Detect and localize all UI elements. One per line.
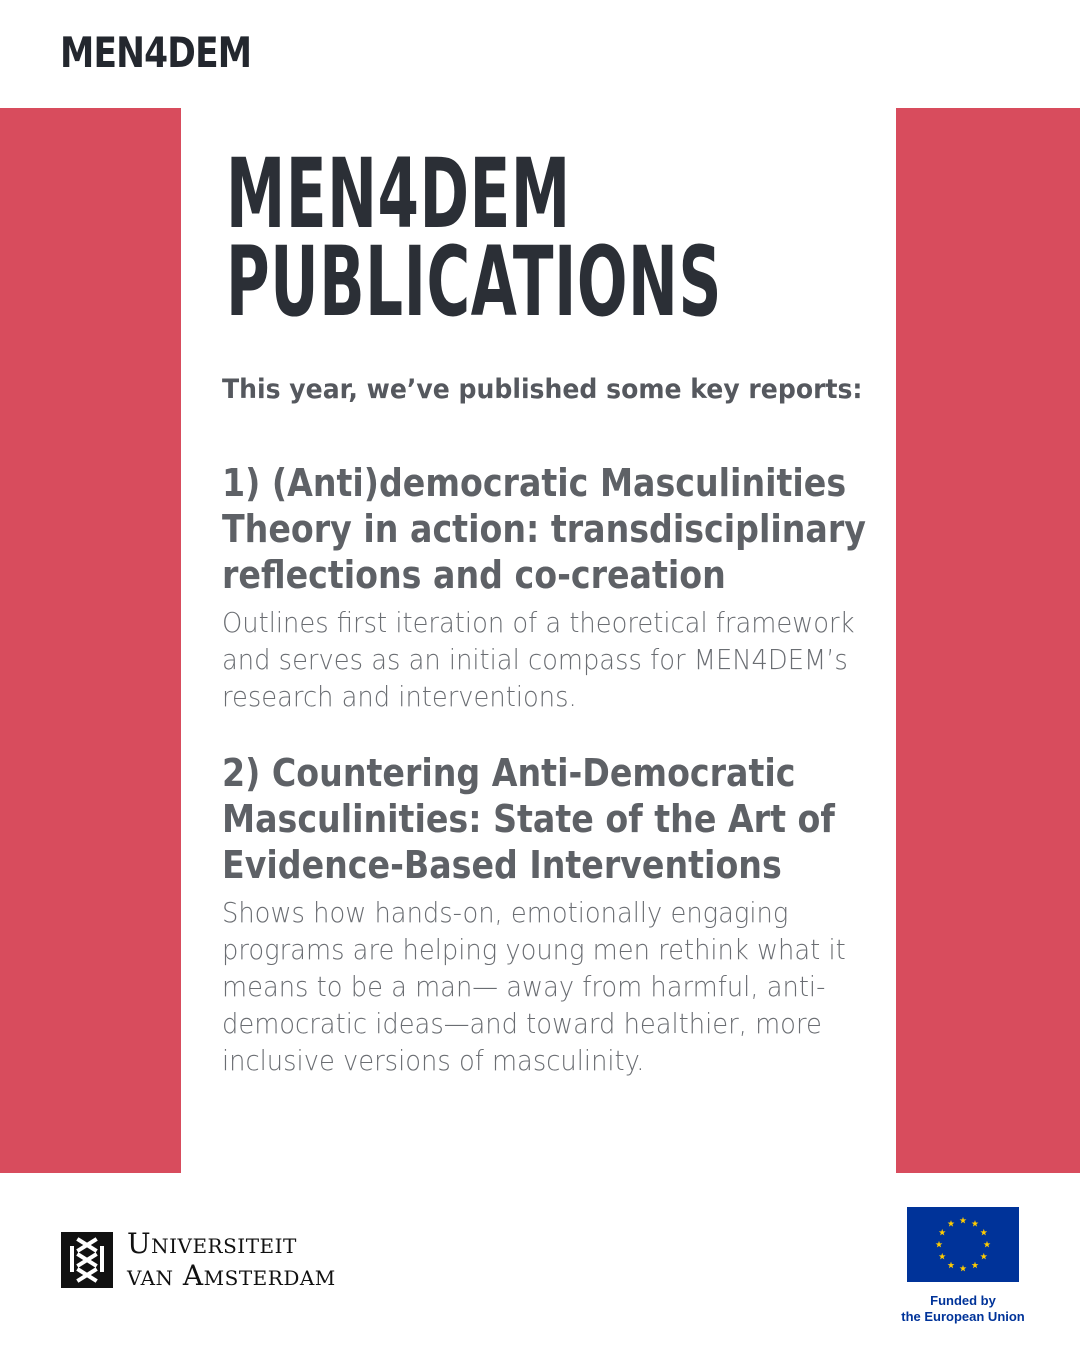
page-title [226,138,722,338]
uva-logo [61,1228,336,1292]
uva-shield-icon [61,1232,113,1288]
eu-caption-line1: Funded by [930,1293,996,1308]
publication-item [222,460,882,715]
publication-description: Outlines first iteration of a theoretical framework and serves as an initial compass for MEN4DEM’s research and interventions. [222,606,855,713]
eu-flag-icon [907,1207,1019,1282]
intro-text: This year, we’ve published some key reports: [222,374,863,405]
publication-title: 2) Countering Anti-Democratic Masculinities: State of the Art of Evidence-Based Interventions [222,751,835,887]
left-accent-bar [0,108,181,1173]
uva-name-line2: van Amsterdam [127,1259,336,1292]
men4dem-logo: MEN4DEM [60,28,252,77]
eu-funding-badge [901,1207,1025,1324]
page-title-line2: PUBLICATIONS [226,226,722,338]
page-title-line1: MEN4DEM [226,138,571,250]
publication-title: 1) (Anti)democratic Masculinities Theory in action: transdisciplinary reflections and co-creation [222,461,866,597]
publication-description: Shows how hands-on, emotionally engaging programs are helping young men rethink what it means to be a man— away from harmful, anti-democratic ideas—and toward healthier, more inclusive versions of masculinity. [222,896,846,1077]
publication-item [222,750,882,1079]
eu-caption-line2: the European Union [901,1309,1025,1324]
uva-name-line1: Universiteit [127,1227,297,1260]
right-accent-bar [896,108,1080,1173]
